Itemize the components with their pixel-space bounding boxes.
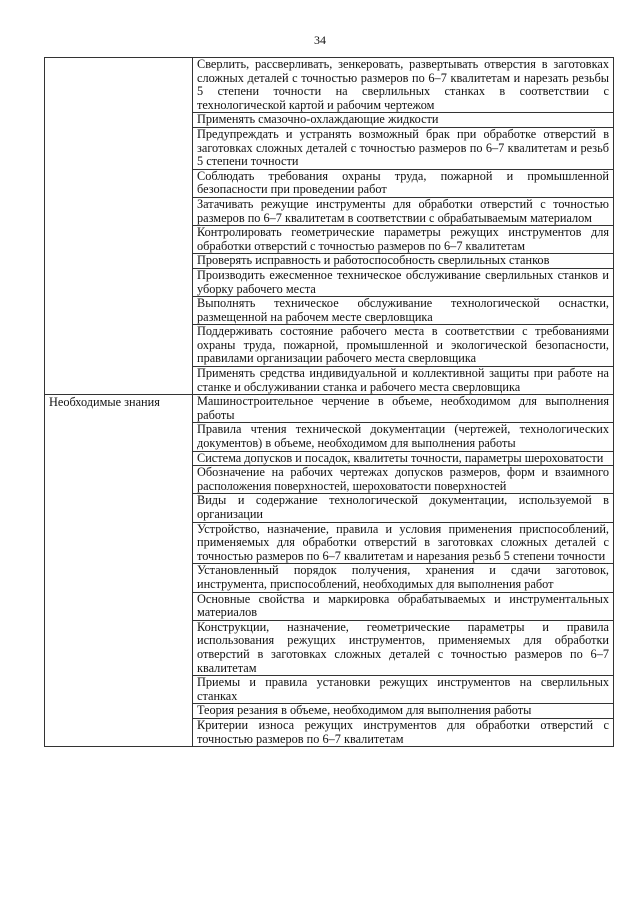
table-row	[45, 466, 614, 494]
section-label	[49, 58, 188, 59]
section-label-cell	[45, 254, 193, 269]
table-row	[45, 592, 614, 620]
table-row	[45, 169, 614, 197]
requirement-item: Установленный порядок получения, хранения и сдачи заготовок, инструмента, приспособлений, необходимых для выполнения работ	[193, 564, 614, 592]
section-label-cell	[45, 268, 193, 296]
section-label-cell	[45, 522, 193, 564]
requirement-item: Сверлить, рассверливать, зенкеровать, развертывать отверстия в заготовках сложных деталей с точностью размеров по 6–7 квалитетам и нарезать резьбы 5 степени точности на сверлильных станках в соответствии с технологической картой и рабочим чертежом	[193, 58, 614, 113]
section-label-cell	[45, 169, 193, 197]
requirement-item: Приемы и правила установки режущих инструментов на сверлильных станках	[193, 676, 614, 704]
requirement-item: Применять средства индивидуальной и коллективной защиты при работе на станке и обслуживании станка и рабочего места сверловщика	[193, 367, 614, 395]
requirement-item: Виды и содержание технологической документации, используемой в организации	[193, 494, 614, 522]
section-label-cell	[45, 564, 193, 592]
requirement-item: Основные свойства и маркировка обрабатываемых и инструментальных материалов	[193, 592, 614, 620]
table-row	[45, 254, 614, 269]
requirement-item: Правила чтения технической документации (чертежей, технологических документов) в объеме, необходимом для выполнения работы	[193, 423, 614, 451]
requirement-item: Система допусков и посадок, квалитеты точности, параметры шероховатости	[193, 451, 614, 466]
table-row	[45, 423, 614, 451]
table-row	[45, 718, 614, 746]
section-label-cell	[45, 395, 193, 423]
table-row	[45, 113, 614, 128]
table-row	[45, 522, 614, 564]
section-label-cell	[45, 297, 193, 325]
section-label-cell	[45, 494, 193, 522]
section-label-cell	[45, 197, 193, 225]
requirement-item: Критерии износа режущих инструментов для обработки отверстий с точностью размеров по 6–7 квалитетам	[193, 718, 614, 746]
table-row	[45, 58, 614, 113]
requirement-item: Устройство, назначение, правила и условия применения приспособлений, применяемых для обработки отверстий в заготовках сложных деталей с точностью размеров по 6–7 квалитетам и нарезания резьб 5 степени точности	[193, 522, 614, 564]
section-label-cell	[45, 592, 193, 620]
requirement-item: Соблюдать требования охраны труда, пожарной и промышленной безопасности при проведении работ	[193, 169, 614, 197]
section-label-cell	[45, 620, 193, 675]
section-label-cell	[45, 127, 193, 169]
table-row	[45, 620, 614, 675]
section-label-cell	[45, 367, 193, 395]
table-row	[45, 367, 614, 395]
requirement-item: Теория резания в объеме, необходимом для выполнения работы	[193, 704, 614, 719]
section-label-cell	[45, 226, 193, 254]
requirement-item: Контролировать геометрические параметры режущих инструментов для обработки отверстий с точностью размеров по 6–7 квалитетам	[193, 226, 614, 254]
section-label-cell	[45, 718, 193, 746]
table-row	[45, 297, 614, 325]
requirement-item: Проверять исправность и работоспособность сверлильных станков	[193, 254, 614, 269]
table-row	[45, 704, 614, 719]
requirement-item: Предупреждать и устранять возможный брак при обработке отверстий в заготовках сложных деталей с точностью размеров по 6–7 квалитетам и резьб 5 степени точности	[193, 127, 614, 169]
section-label-cell	[45, 58, 193, 113]
table-row	[45, 676, 614, 704]
section-label: Необходимые знания	[49, 395, 160, 410]
requirement-item: Применять смазочно-охлаждающие жидкости	[193, 113, 614, 128]
requirement-item: Машиностроительное черчение в объеме, необходимом для выполнения работы	[193, 395, 614, 423]
section-label-cell	[45, 451, 193, 466]
section-label-cell	[45, 676, 193, 704]
section-label-cell	[45, 113, 193, 128]
table-row	[45, 451, 614, 466]
table-row	[45, 564, 614, 592]
requirement-item: Поддерживать состояние рабочего места в соответствии с требованиями охраны труда, пожарной, промышленной и экологической безопасности, правилами организации рабочего места сверловщика	[193, 325, 614, 367]
section-label-cell	[45, 325, 193, 367]
requirement-item: Производить ежесменное техническое обслуживание сверлильных станков и уборку рабочего места	[193, 268, 614, 296]
table-row	[45, 494, 614, 522]
requirement-item: Затачивать режущие инструменты для обработки отверстий с точностью размеров по 6–7 квалитетам в соответствии с обрабатываемым материалом	[193, 197, 614, 225]
requirement-item: Обозначение на рабочих чертежах допусков размеров, форм и взаимного расположения поверхностей, шероховатости поверхностей	[193, 466, 614, 494]
table-row	[45, 395, 614, 423]
section-label-cell	[45, 466, 193, 494]
table-row	[45, 325, 614, 367]
section-label-cell	[45, 704, 193, 719]
table-row	[45, 226, 614, 254]
table-row	[45, 268, 614, 296]
table-row	[45, 127, 614, 169]
requirements-table-body	[45, 58, 614, 747]
page-number: 34	[314, 33, 326, 47]
table-row	[45, 197, 614, 225]
requirement-item: Выполнять техническое обслуживание технологической оснастки, размещенной на рабочем месте сверловщика	[193, 297, 614, 325]
requirement-item: Конструкции, назначение, геометрические параметры и правила использования режущих инструментов, применяемых для обработки отверстий в заготовках сложных деталей с точностью размеров по 6–7 квалитетам	[193, 620, 614, 675]
requirements-table	[44, 57, 614, 747]
section-label-cell	[45, 423, 193, 451]
